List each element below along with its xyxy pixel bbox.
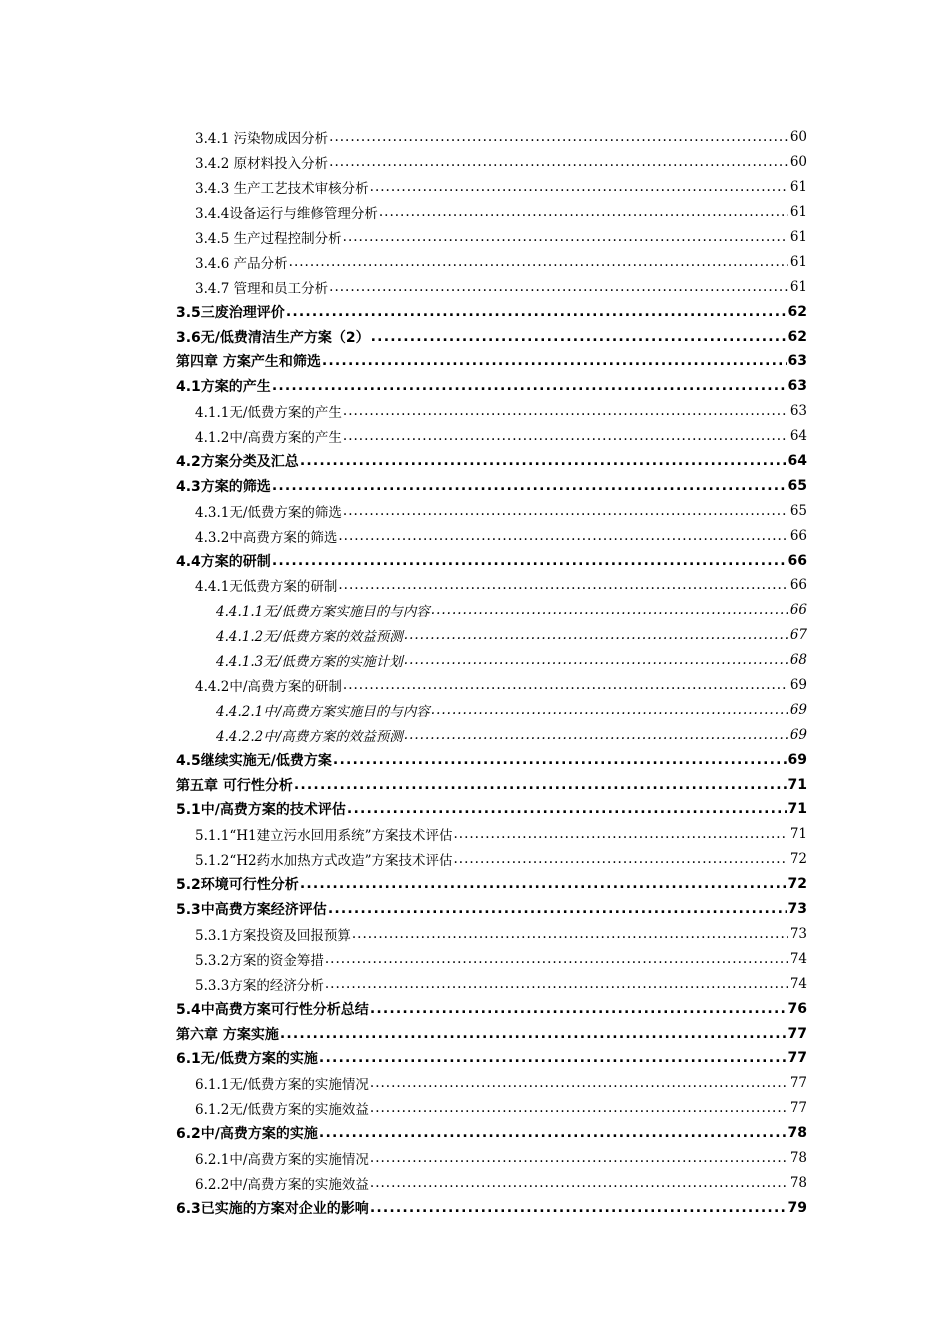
toc-entry-page: 77: [787, 1050, 807, 1067]
toc-entry-page: 72: [787, 876, 807, 893]
toc-entry-page: 77: [789, 1075, 807, 1092]
toc-entry[interactable]: [176, 374, 807, 399]
toc-entry-title: 6.1.1无/低费方案的实施情况: [195, 1077, 369, 1094]
dot-leader: [338, 528, 788, 544]
toc-entry-page: 60: [789, 154, 807, 171]
toc-entry-title: 3.5三废治理评价: [176, 304, 285, 321]
toc-entry-title: 4.4方案的研制: [176, 553, 271, 570]
dot-leader: [338, 577, 788, 593]
toc-entry-title: 6.2.1中/高费方案的实施情况: [195, 1151, 369, 1168]
toc-entry-page: 61: [789, 229, 807, 245]
toc-entry-page: 69: [789, 677, 807, 694]
dot-leader: [300, 453, 787, 469]
dot-leader: [286, 304, 787, 320]
dot-leader: [329, 154, 788, 170]
toc-entry-title: 5.1.2“H2药水加热方式改造”方案技术评估: [195, 853, 453, 870]
dot-leader: [329, 279, 788, 295]
toc-entry-title: 第五章 可行性分析: [176, 777, 293, 794]
toc-entry-title: 5.2环境可行性分析: [176, 877, 299, 894]
toc-entry[interactable]: [176, 200, 807, 225]
toc-entry[interactable]: [176, 722, 807, 747]
toc-entry-page: 63: [787, 353, 807, 370]
dot-leader: [319, 1125, 787, 1141]
dot-leader: [352, 926, 788, 942]
toc-entry-page: 62: [787, 328, 807, 345]
toc-entry-title: 4.4.1.3无/低费方案的实施计划: [216, 654, 403, 671]
toc-entry-title: 3.4.2 原材料投入分析: [195, 156, 329, 173]
toc-entry-title: 3.4.4设备运行与维修管理分析: [195, 206, 378, 223]
toc-entry-title: 6.2中/高费方案的实施: [176, 1126, 318, 1143]
toc-entry[interactable]: [176, 797, 807, 822]
dot-leader: [370, 1100, 788, 1116]
toc-entry-title: 5.1中/高费方案的技术评估: [176, 802, 346, 819]
toc-entry[interactable]: [176, 872, 807, 897]
toc-entry[interactable]: [176, 697, 807, 722]
toc-entry[interactable]: [176, 673, 807, 698]
toc-entry[interactable]: [176, 175, 807, 200]
toc-entry-title: 5.4中高费方案可行性分析总结: [176, 1001, 369, 1018]
toc-entry[interactable]: [176, 772, 807, 797]
toc-entry-title: 4.3.1无/低费方案的筛选: [195, 504, 342, 521]
toc-entry-page: 77: [787, 1025, 807, 1042]
toc-entry[interactable]: [176, 1170, 807, 1195]
toc-entry-page: 69: [789, 701, 807, 718]
dot-leader: [325, 951, 788, 967]
toc-entry-page: 66: [789, 602, 807, 619]
dot-leader: [289, 254, 788, 270]
toc-entry-page: 60: [789, 129, 807, 146]
toc-entry[interactable]: [176, 473, 807, 498]
toc-entry-title: 4.4.2.2中/高费方案的效益预测: [216, 728, 403, 745]
toc-entry[interactable]: [176, 747, 807, 772]
dot-leader: [370, 1075, 788, 1091]
toc-entry-title: 6.2.2中/高费方案的实施效益: [195, 1176, 369, 1193]
toc-entry[interactable]: [176, 1146, 807, 1171]
toc-entry-title: 4.1.2中/高费方案的产生: [195, 430, 342, 447]
dot-leader: [272, 378, 787, 394]
toc-entry[interactable]: [176, 249, 807, 274]
toc-entry-title: 3.4.1 污染物成因分析: [195, 131, 329, 148]
dot-leader: [343, 503, 788, 519]
dot-leader: [272, 478, 787, 494]
toc-entry-page: 78: [789, 1149, 807, 1166]
toc-entry-page: 73: [787, 901, 807, 918]
dot-leader: [322, 353, 787, 369]
toc-entry-title: 4.4.1.2无/低费方案的效益预测: [216, 629, 403, 646]
dot-leader: [370, 179, 788, 195]
toc-entry-page: 67: [789, 627, 807, 644]
toc-entry-title: 4.3.2中高费方案的筛选: [195, 529, 338, 546]
dot-leader: [431, 702, 788, 718]
toc-entry[interactable]: [176, 1046, 807, 1071]
toc-entry-title: 5.3.1方案投资及回报预算: [195, 927, 351, 944]
toc-entry-title: 4.4.2中/高费方案的研制: [195, 679, 342, 696]
toc-entry-title: 3.6无/低费清洁生产方案（2）: [176, 329, 370, 346]
toc-entry[interactable]: [176, 150, 807, 175]
toc-entry-page: 71: [789, 826, 807, 843]
toc-entry-title: 4.4.1无低费方案的研制: [195, 579, 338, 596]
toc-entry-page: 66: [789, 527, 807, 544]
dot-leader: [325, 976, 788, 992]
dot-leader: [370, 1200, 787, 1216]
toc-entry-title: 第四章 方案产生和筛选: [176, 354, 321, 371]
toc-entry[interactable]: [176, 125, 807, 150]
dot-leader: [329, 129, 788, 145]
toc-entry[interactable]: [176, 1021, 807, 1046]
dot-leader: [404, 652, 788, 668]
dot-leader: [371, 329, 787, 345]
toc-entry-page: 78: [789, 1174, 807, 1191]
dot-leader: [404, 727, 788, 743]
toc-entry-page: 69: [789, 726, 807, 743]
dot-leader: [343, 428, 788, 444]
toc-entry-title: 6.1无/低费方案的实施: [176, 1051, 318, 1068]
toc-entry-page: 68: [789, 652, 807, 669]
toc-entry-title: 5.3中高费方案经济评估: [176, 902, 327, 919]
toc-entry[interactable]: [176, 847, 807, 872]
toc-entry-page: 74: [789, 950, 807, 967]
toc-entry[interactable]: [176, 274, 807, 299]
dot-leader: [370, 1001, 787, 1017]
toc-entry-page: 63: [787, 378, 807, 395]
toc-entry[interactable]: [176, 399, 807, 424]
toc-entry[interactable]: [176, 523, 807, 548]
toc-entry[interactable]: [176, 424, 807, 449]
toc-entry-title: 3.4.7 管理和员工分析: [195, 280, 329, 297]
toc-entry-title: 4.5继续实施无/低费方案: [176, 752, 332, 769]
toc-entry-page: 61: [789, 253, 807, 270]
toc-entry-page: 73: [789, 925, 807, 942]
toc-entry-page: 72: [789, 851, 807, 868]
toc-entry-title: 5.3.2方案的资金筹措: [195, 952, 324, 969]
dot-leader: [328, 901, 787, 917]
dot-leader: [370, 1175, 788, 1191]
toc-entry[interactable]: [176, 648, 807, 673]
toc-entry-page: 66: [787, 552, 807, 569]
toc-entry-page: 79: [787, 1199, 807, 1216]
toc-entry-title: 4.1.1无/低费方案的产生: [195, 405, 342, 422]
toc-entry-page: 71: [787, 801, 807, 818]
toc-entry-title: 3.4.5 生产过程控制分析: [195, 231, 342, 247]
dot-leader: [343, 229, 788, 245]
toc-entry[interactable]: [176, 349, 807, 374]
toc-entry-title: 4.4.1.1无/低费方案实施目的与内容: [216, 604, 430, 621]
toc-entry[interactable]: [176, 324, 807, 349]
toc-entry[interactable]: [176, 598, 807, 623]
toc-entry-title: 第六章 方案实施: [176, 1026, 279, 1043]
dot-leader: [319, 1050, 787, 1066]
toc-entry[interactable]: [176, 498, 807, 523]
dot-leader: [379, 204, 788, 220]
toc-entry-title: 6.1.2无/低费方案的实施效益: [195, 1102, 369, 1119]
dot-leader: [272, 553, 787, 569]
toc-entry-page: 65: [789, 502, 807, 519]
toc-entry-page: 74: [789, 975, 807, 992]
dot-leader: [294, 777, 787, 793]
toc-entry-title: 4.4.2.1中/高费方案实施目的与内容: [216, 703, 430, 720]
toc-entry-page: 69: [787, 751, 807, 768]
dot-leader: [343, 403, 788, 419]
dot-leader: [280, 1026, 787, 1042]
toc-entry[interactable]: [176, 449, 807, 474]
toc-entry-page: 61: [789, 278, 807, 295]
dot-leader: [333, 752, 787, 768]
toc-entry[interactable]: [176, 1121, 807, 1146]
toc-entry[interactable]: [176, 548, 807, 573]
dot-leader: [454, 851, 788, 867]
toc-entry[interactable]: [176, 623, 807, 648]
toc-entry-page: 63: [789, 403, 807, 420]
table-of-contents: [176, 125, 807, 1220]
toc-entry[interactable]: [176, 996, 807, 1021]
toc-entry-title: 3.4.6 产品分析: [195, 255, 288, 272]
toc-entry-page: 76: [787, 1000, 807, 1017]
toc-entry[interactable]: [176, 1195, 807, 1220]
toc-entry-page: 78: [787, 1125, 807, 1142]
toc-entry[interactable]: [176, 971, 807, 996]
dot-leader: [343, 677, 788, 693]
toc-entry-page: 61: [789, 204, 807, 221]
toc-entry[interactable]: [176, 225, 807, 250]
toc-entry-title: 4.1方案的产生: [176, 379, 271, 396]
toc-entry[interactable]: [176, 897, 807, 922]
toc-entry-title: 6.3已实施的方案对企业的影响: [176, 1200, 369, 1217]
toc-entry-title: 4.3方案的筛选: [176, 478, 271, 495]
toc-entry-title: 5.1.1“H1建立污水回用系统”方案技术评估: [195, 828, 453, 845]
toc-entry[interactable]: [176, 946, 807, 971]
dot-leader: [454, 826, 788, 842]
dot-leader: [404, 627, 788, 643]
toc-entry[interactable]: [176, 822, 807, 847]
toc-entry-page: 61: [789, 179, 807, 196]
toc-entry-title: 4.2方案分类及汇总: [176, 454, 299, 471]
toc-entry-title: 5.3.3方案的经济分析: [195, 977, 324, 994]
dot-leader: [347, 801, 787, 817]
toc-entry-page: 71: [787, 776, 807, 793]
dot-leader: [370, 1150, 788, 1166]
toc-entry-page: 65: [787, 477, 807, 494]
toc-entry-page: 62: [787, 303, 807, 320]
toc-entry-page: 77: [789, 1100, 807, 1117]
toc-entry-page: 66: [789, 577, 807, 594]
toc-entry-page: 64: [789, 428, 807, 445]
dot-leader: [300, 876, 787, 892]
toc-entry-title: 3.4.3 生产工艺技术审核分析: [195, 181, 369, 198]
toc-entry[interactable]: [176, 1096, 807, 1121]
toc-entry[interactable]: [176, 573, 807, 598]
toc-entry[interactable]: [176, 1071, 807, 1096]
toc-entry-page: 64: [787, 453, 807, 470]
toc-entry[interactable]: [176, 922, 807, 947]
toc-entry[interactable]: [176, 299, 807, 324]
dot-leader: [431, 602, 788, 618]
